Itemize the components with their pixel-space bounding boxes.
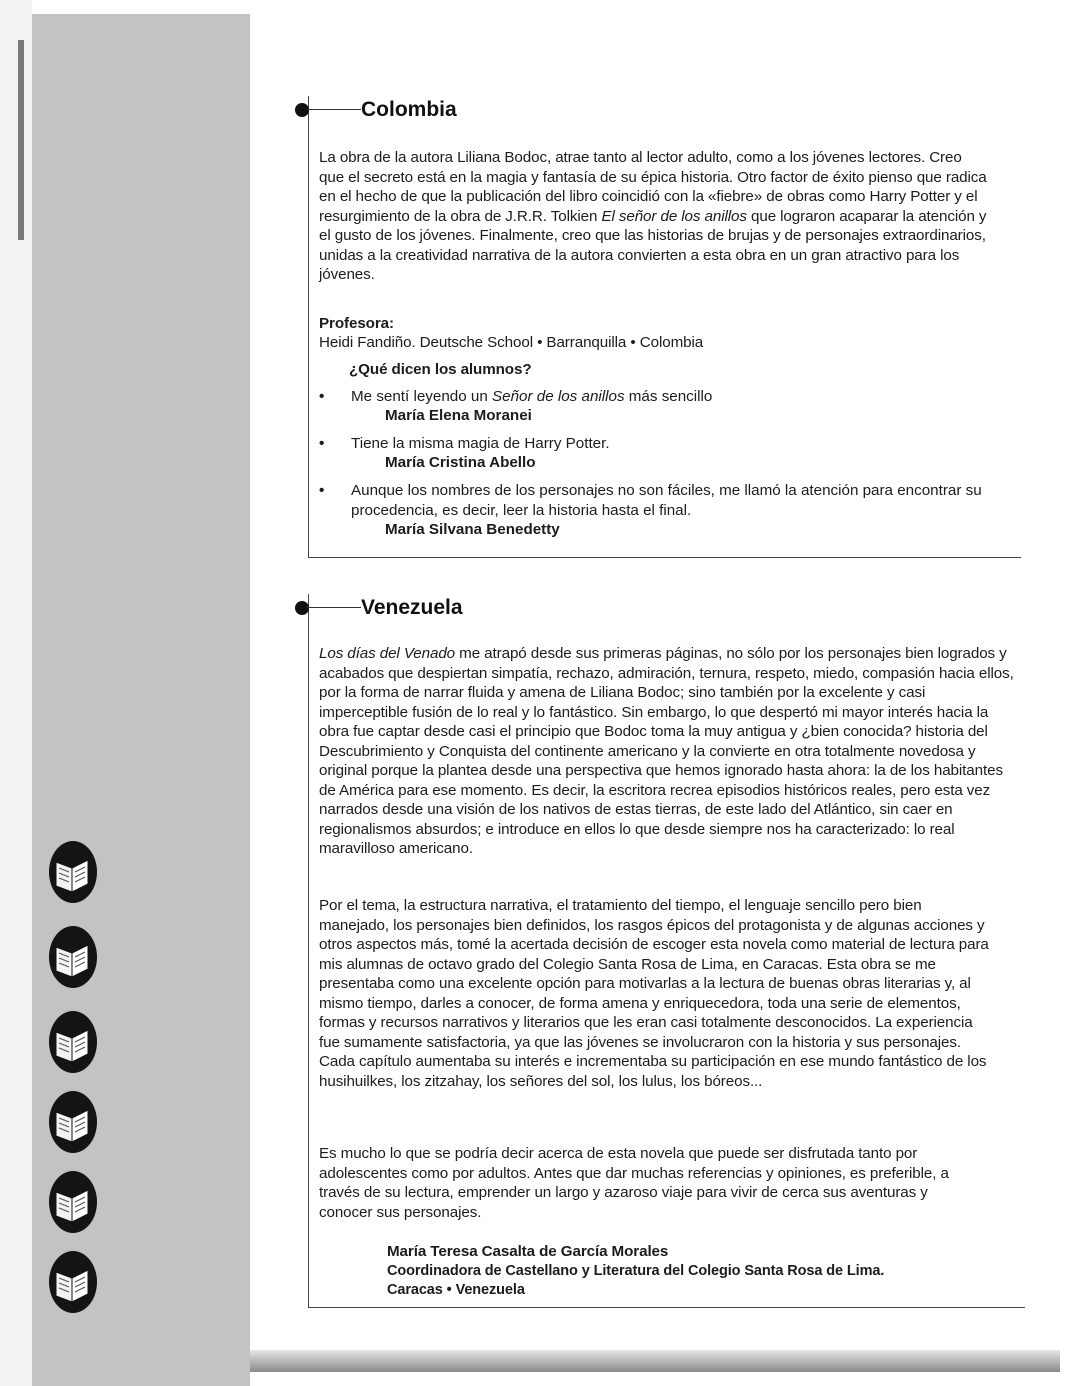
- book-icon: [48, 1170, 98, 1234]
- heading-connector-line: [307, 109, 361, 110]
- quote-bullet: •: [319, 435, 325, 452]
- student-quote: [319, 434, 979, 474]
- book-icon: [48, 1010, 98, 1074]
- colombia-paragraph-part1: La obra de la autora Liliana Bodoc, atrae tanto al lector adulto, como a los jóvenes lectores. Creo que el secreto está en la magia y fantasía de su épica historia. Otro factor de éxito pienso que radica en el hecho de que la publicación del libro coincidió con la «fiebre» de obras como Harry Potter y el resurgimiento de la obra de J.R.R. Tolkien: [319, 149, 987, 225]
- left-margin-strip: [0, 0, 250, 1386]
- venezuela-paragraph-1: [319, 644, 1015, 859]
- colombia-paragraph: [319, 148, 987, 285]
- quote-text: Tiene la misma magia de Harry Potter.: [351, 435, 610, 452]
- quote-bullet: •: [319, 482, 325, 499]
- student-name: María Silvana Benedetty: [385, 521, 560, 538]
- colombia-title: Colombia: [361, 98, 457, 121]
- quote-text-part: más sencillo: [624, 388, 713, 405]
- book-icon: [48, 1090, 98, 1154]
- signature-role: Coordinadora de Castellano y Literatura del Colegio Santa Rosa de Lima.: [387, 1263, 885, 1279]
- signature-name: María Teresa Casalta de García Morales: [387, 1243, 669, 1260]
- venezuela-bottom-rule: [309, 1307, 1025, 1308]
- venezuela-paragraph-3: Es mucho lo que se podría decir acerca de esta novela que puede ser disfrutada tanto por adolescentes como por adultos. Antes que dar muchas referencias y opiniones, es preferible, a través de su lectura, emprender un largo y azaroso viaje para vivir de cerca sus aventuras y conocer sus personajes.: [319, 1145, 949, 1221]
- quote-text: Aunque los nombres de los personajes no son fáciles, me llamó la atención para encontrar su procedencia, es decir, leer la historia hasta el final.: [351, 482, 982, 519]
- book-title-italic: Los días del Venado: [319, 645, 456, 662]
- colombia-bottom-rule: [309, 557, 1021, 558]
- book-icon: [48, 1250, 98, 1314]
- page-edge: [0, 0, 32, 1386]
- book-icon: [48, 840, 98, 904]
- student-name: María Cristina Abello: [385, 454, 536, 471]
- quote-text: [351, 387, 712, 407]
- venezuela-paragraph-1-text: me atrapó desde sus primeras páginas, no sólo por los personajes bien logrados y acabados que despiertan simpatía, rechazo, admiración, ternura, respeto, miedo, compasión hacia ellos, por la forma de narrar fluida y amena de Liliana Bodoc; sino también por la excelente y casi imperceptible fusión de lo real y lo fantástico. Sin embargo, lo que despertó mi mayor interés hacia la obra fue captar desde casi el principio que Bodoc toma la muy antigua y ¿bien conocida? historia del Descubrimiento y Conquista del continente americano y la convierte en otra totalmente novedosa y original porque la plantea desde una perspectiva que hemos ignorado hasta ahora: la de los habitantes de América para ese momento. Es decir, la escritora recrea episodios históricos reales, pero esta vez narrados desde una visión de los nativos de estas tierras, de este lado del Atlántico, sin caer en regionalismos absurdos; e introduce en ellos lo que desde siempre nos ha caracterizado: lo real maravilloso americano.: [319, 645, 1014, 857]
- signature-place: Caracas • Venezuela: [387, 1282, 525, 1298]
- student-quote: [319, 387, 979, 427]
- teacher-label: Profesora:: [319, 315, 394, 332]
- teacher-info: Heidi Fandiño. Deutsche School • Barranquilla • Colombia: [319, 334, 704, 351]
- scan-bottom-shadow: [250, 1350, 1060, 1372]
- strip-top-margin: [32, 0, 250, 14]
- students-heading: ¿Qué dicen los alumnos?: [349, 361, 532, 378]
- heading-bullet-dot: [295, 601, 309, 615]
- venezuela-section: [308, 594, 1025, 1308]
- student-name: María Elena Moranei: [385, 407, 532, 424]
- heading-bullet-dot: [295, 103, 309, 117]
- venezuela-title: Venezuela: [361, 596, 463, 619]
- colombia-paragraph-italic: El señor de los anillos: [601, 207, 747, 225]
- colombia-paragraph-part2: que lograron acaparar la atención y el gusto de los jóvenes. Finalmente, creo que las historias de brujas y de personajes extraordinarios, unidas a la creatividad narrativa de la autora convierten a esta obra en un gran atractivo para los jóvenes.: [319, 207, 987, 283]
- book-icon: [48, 925, 98, 989]
- page-edge-shadow: [18, 40, 24, 240]
- quote-text-italic: Señor de los anillos: [492, 388, 625, 405]
- student-quote: [319, 481, 1009, 541]
- colombia-section: [308, 96, 1021, 558]
- quote-text-part: Me sentí leyendo un: [351, 388, 492, 405]
- venezuela-paragraph-2: Por el tema, la estructura narrativa, el tratamiento del tiempo, el lenguaje sencillo pero bien manejado, los personajes bien definidos, los rasgos épicos del protagonista y de algunas acciones y otros aspectos más, tomé la acertada decisión de escoger esta novela como material de lectura para mis alumnas de octavo grado del Colegio Santa Rosa de Lima, en Caracas. Esta obra se me presentaba como una excelente opción para motivarlas a la lectura de buenas obras literarias y, al mismo tiempo, darles a conocer, de forma amena y enriquecedora, toda una serie de elementos, formas y recursos narrativos y literarios que les eran casi totalmente desconocidos. La experiencia fue sumamente satisfactoria, ya que las jóvenes se involucraron con la historia y sus personajes. Cada capítulo aumentaba su interés e incrementaba su participación en ese mundo fantástico de los husihuilkes, los zitzahay, los señores del sol, los lulus, los bóreos...: [319, 897, 989, 1090]
- heading-connector-line: [307, 607, 361, 608]
- quote-bullet: •: [319, 388, 325, 405]
